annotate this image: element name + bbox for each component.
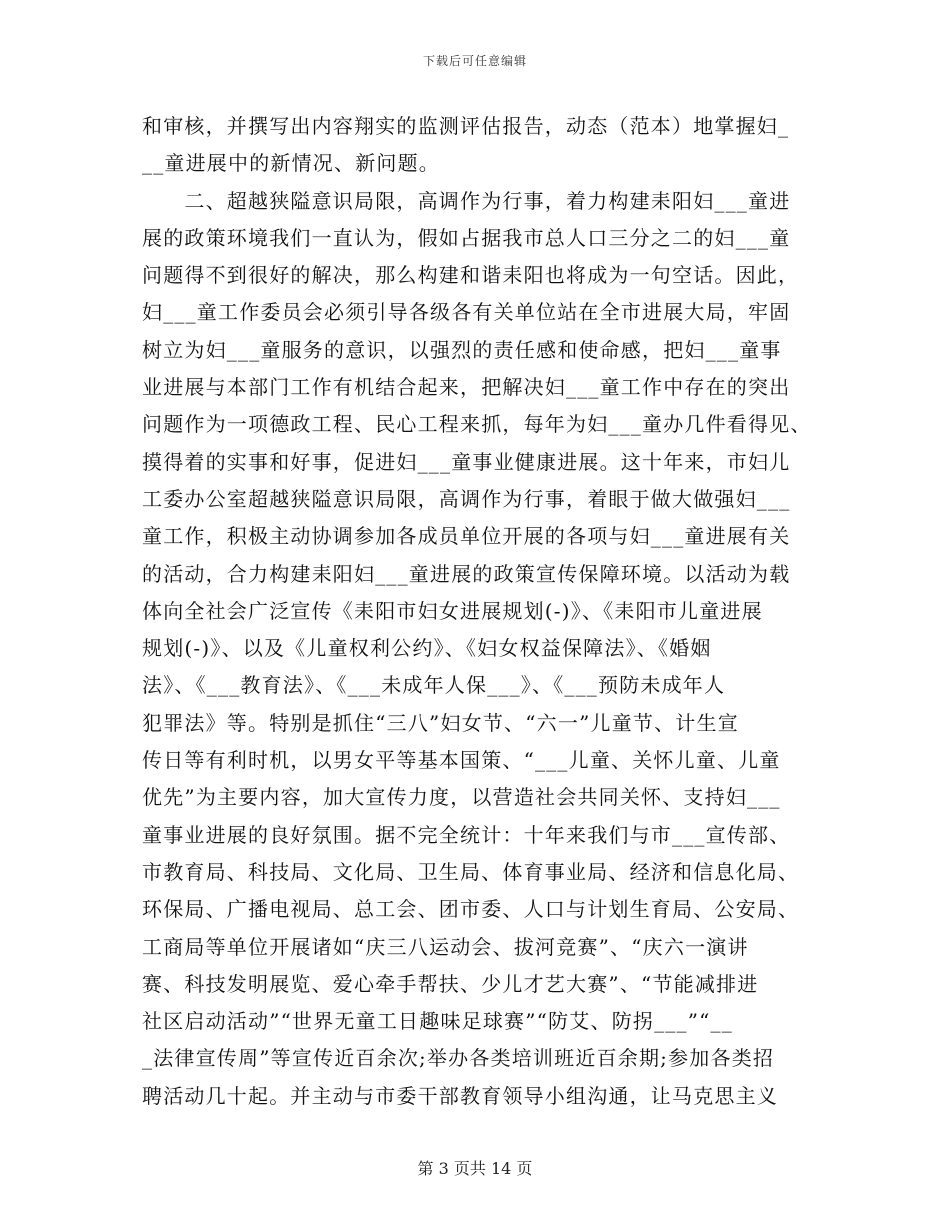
body-line: 传日等有利时机，以男女平等基本国策、“___儿童、关怀儿童、儿童: [142, 748, 781, 773]
body-line: 规划(-)》、以及《儿童权利公约》、《妇女权益保障法》、《婚姻: [142, 636, 712, 661]
body-line: 二、超越狭隘意识局限，高调作为行事，着力构建耒阳妇___童进: [142, 188, 791, 213]
page-header: 下载后可任意编辑: [422, 54, 527, 68]
body-line: 环保局、广播电视局、总工会、团市委、人口与计划生育局、公安局、: [142, 897, 800, 922]
body-line: 犯罪法》等。特别是抓住“三八”妇女节、“六一”儿童节、计生宣: [142, 710, 739, 735]
body-line: 社区启动活动”“世界无童工日趣味足球赛”“防艾、防拐___”“__: [142, 1009, 733, 1034]
body-line: 工委办公室超越狭隘意识局限，高调作为行事，着眼于做大做强妇___: [142, 486, 791, 511]
body-line: __童进展中的新情况、新问题。: [142, 151, 440, 176]
body-line: 优先”为主要内容，加大宣传力度，以营造社会共同关怀、支持妇___: [142, 785, 781, 810]
page-number: 第 3 页共 14 页: [417, 1159, 533, 1178]
body-line: 赛、科技发明展览、爱心牵手帮扶、少儿才艺大赛”、“节能减排进: [142, 971, 759, 996]
body-line: 童工作，积极主动协调参加各成员单位开展的各项与妇___童进展有关: [142, 524, 791, 549]
body-line: 业进展与本部门工作有机结合起来，把解决妇___童工作中存在的突出: [142, 375, 791, 400]
body-line: 和审核，并撰写出内容翔实的监测评估报告，动态（范本）地掌握妇_: [142, 114, 790, 138]
body-line: 问题作为一项德政工程、民心工程来抓，每年为妇___童办几件看得见、: [142, 412, 812, 437]
body-line: _法律宣传周”等宣传近百余次;举办各类培训班近百余期;参加各类招: [142, 1046, 775, 1071]
body-line: 童事业进展的良好氛围。据不完全统计：十年来我们与市___宣传部、: [142, 822, 791, 847]
body-line: 工商局等单位开展诸如“庆三八运动会、拔河竞赛”、“庆六一演讲: [142, 934, 749, 959]
body-line: 体向全社会广泛宣传《耒阳市妇女进展规划(-)》、《耒阳市儿童进展: [142, 598, 763, 623]
body-line: 展的政策环境我们一直认为，假如占据我市总人口三分之二的妇___童: [142, 225, 791, 250]
body-line: 市教育局、科技局、文化局、卫生局、体育事业局、经济和信息化局、: [142, 859, 800, 884]
document-body: [142, 108, 832, 1115]
body-line: 树立为妇___童服务的意识，以强烈的责任感和使命感，把妇___童事: [142, 337, 782, 362]
body-line: 妇___童工作委员会必须引导各级各有关单位站在全市进展大局，牢固: [142, 300, 791, 325]
body-line: 的活动，合力构建耒阳妇___童进展的政策宣传保障环境。以活动为载: [142, 561, 791, 586]
body-line: 摸得着的实事和好事，促进妇___童事业健康进展。这十年来，市妇儿: [142, 449, 791, 474]
body-line: 聘活动几十起。并主动与市委干部教育领导小组沟通，让马克思主义: [142, 1083, 778, 1108]
body-line: 问题得不到很好的解决，那么构建和谐耒阳也将成为一句空话。因此，: [142, 263, 800, 288]
body-line: 法》、《___教育法》、《___未成年人保___》、《___预防未成年人: [142, 673, 726, 698]
